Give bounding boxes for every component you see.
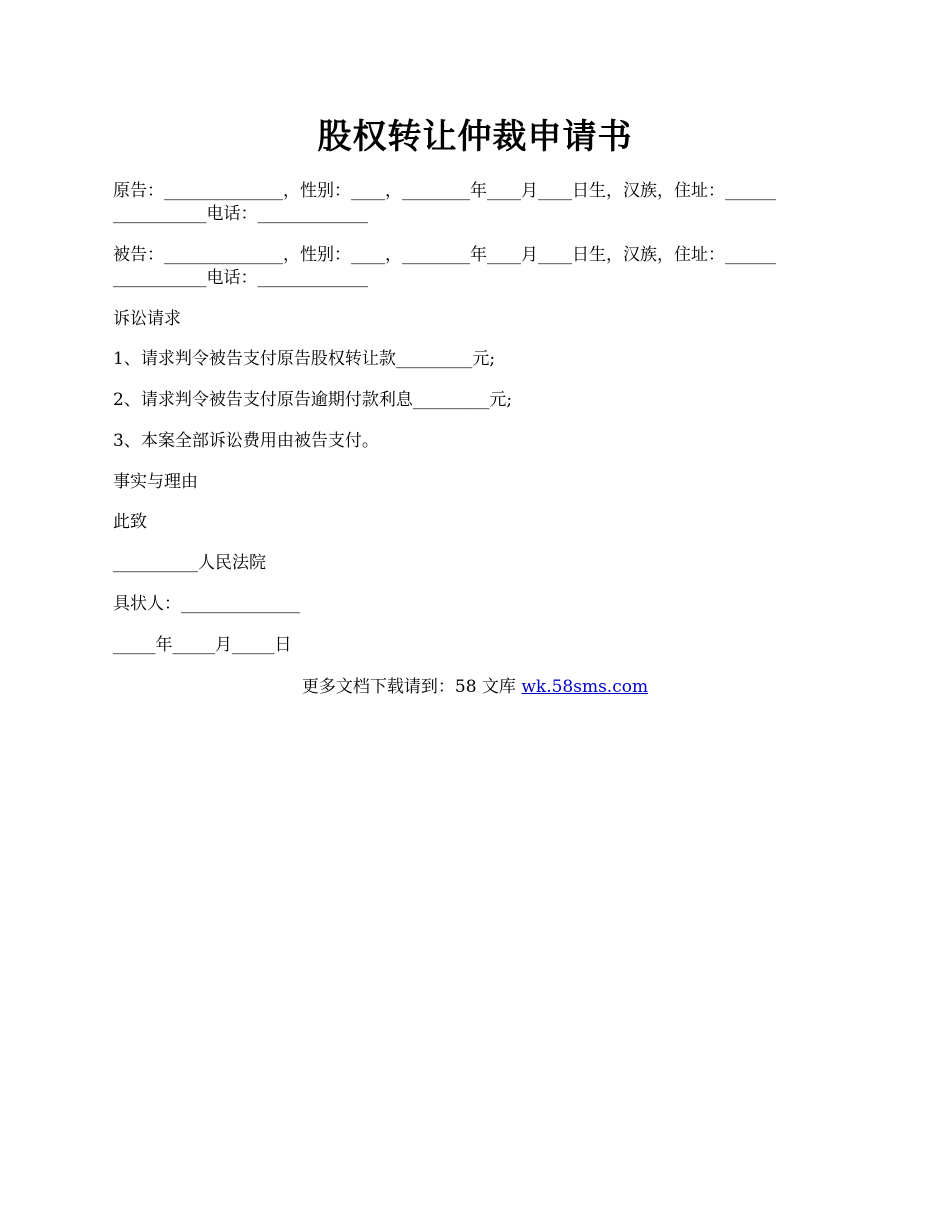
claim-item-2: 2、请求判令被告支付原告逾期付款利息_________元;	[113, 390, 513, 410]
defendant-line-2: ___________电话：_____________	[113, 268, 368, 288]
claims-heading: 诉讼请求	[113, 309, 181, 329]
date-line: _____年_____月_____日	[113, 635, 292, 655]
salutation: 此致	[113, 512, 147, 532]
signer-line: 具状人：______________	[113, 594, 300, 614]
claim-item-1: 1、请求判令被告支付原告股权转让款_________元;	[113, 349, 496, 369]
facts-heading: 事实与理由	[113, 472, 198, 492]
footer-text: 更多文档下载请到：58 文库	[301, 677, 522, 697]
plaintiff-line-1: 原告：______________，性别：____，________年____月____日生，汉族，住址：______	[113, 181, 776, 201]
claim-item-3: 3、本案全部诉讼费用由被告支付。	[113, 431, 379, 451]
footer-link[interactable]: wk.58sms.com	[521, 677, 649, 697]
court-name: __________人民法院	[113, 553, 266, 573]
plaintiff-line-2: ___________电话：_____________	[113, 204, 368, 224]
footer	[0, 676, 950, 699]
defendant-line-1: 被告：______________，性别：____，________年____月____日生，汉族，住址：______	[113, 245, 776, 265]
document-title: 股权转让仲裁申请书	[317, 117, 633, 157]
